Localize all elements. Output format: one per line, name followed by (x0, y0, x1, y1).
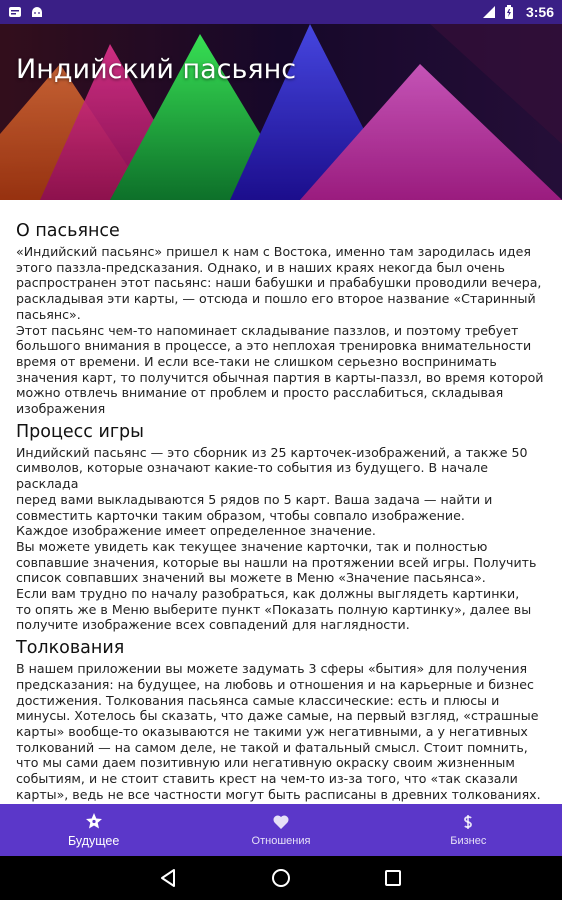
nav-item-future[interactable] (0, 804, 187, 856)
section-about (16, 220, 546, 417)
dollar-icon (459, 813, 477, 831)
nav-item-relations[interactable] (187, 804, 374, 856)
status-time: 3:56 (525, 4, 554, 20)
section-text: Индийский пасьянс — это сборник из 25 карточек-изображений, а также 50 символов, которые означают какие-то события из будущего. В начале расклада перед вами выкладываются 5 рядов по 5 карт. Ваша задача — найти и совместить карточки таким образом, чтобы совпало изображение. Каждое изображение имеет определенное значение. Вы можете увидеть как текущее значение карточки, так и полностью совпавшие значения, которые вы нашли на протяжении всей игры. Получить список совпавших значений вы можете в Меню «Значение пасьянса». Если вам трудно по началу разобраться, как должны выглядеть картинки, то опять же в Меню выберите пункт «Показать полную картинку», далее вы получите изображение всех совпадений для наглядности. (16, 444, 537, 633)
star-icon (85, 812, 103, 830)
bottom-navigation (0, 804, 562, 856)
nav-label: Бизнес (450, 835, 487, 847)
section-text: В нашем приложении вы можете задумать 3 сферы «бытия» для получения предсказания: на будущее, на любовь и отношения и на карьерные и бизнес достижения. Толкования пасьянса самые классические: есть и плюсы и минусы. Хотелось бы сказать, что даже самые, на первый взгляд, «страшные карты» вообще-то оказываются не такими уж негативными, а у негативных толкований — на самом деле, не такой и фатальный смысл. Стоит помнить, что мы сами даем позитивную или негативную окраску своим жизненным событиям, и не стоит ставить крест на чем-то из-за того, что «так сказали карты», ведь не все частности могут быть расписаны в древних толкованиях. (16, 661, 541, 802)
recents-icon[interactable] (382, 867, 404, 889)
page-title: Индийский пасьянс (16, 54, 297, 85)
section-text: «Индийский пасьянс» пришел к нам с Востока, именно там зародилась идея этого паззла-предсказания. Однако, и в наших краях некогда был очень распространен этот пасьянс: наши бабушки и прабабушки проводили вечера, раскладывая эти карты, — отсюда и пошло его второе название «Старинный пасьянс». Этот пасьянс чем-то напоминает складывание паззлов, и поэтому требует большого внимания в процессе, а это неплохая тренировка внимательности время от времени. И если все-таки не слишком серьезно воспринимать значения карт, то получится обычная партия в карты-паззл, во время которой можно отвлечь внимание от проблем и просто расслабиться, складывая изображения (16, 244, 544, 417)
content-scroll[interactable] (0, 200, 562, 804)
section-title: О пасьянсе (16, 221, 120, 241)
colorful-powder-image (0, 24, 562, 200)
heart-icon (272, 813, 290, 831)
back-icon[interactable] (158, 867, 180, 889)
nav-label: Отношения (251, 835, 311, 847)
section-title: Процесс игры (16, 421, 144, 442)
android-icon (30, 5, 44, 19)
battery-icon (504, 5, 518, 19)
home-icon[interactable] (270, 867, 292, 889)
section-title: Толкования (16, 638, 125, 659)
status-bar (0, 0, 562, 24)
signal-icon (482, 5, 496, 19)
header-banner (0, 24, 562, 200)
nav-item-business[interactable] (375, 804, 562, 856)
nav-label: Будущее (67, 834, 120, 848)
section-gameplay (16, 421, 546, 633)
system-navigation-bar (0, 856, 562, 900)
notification-icon (8, 5, 22, 19)
